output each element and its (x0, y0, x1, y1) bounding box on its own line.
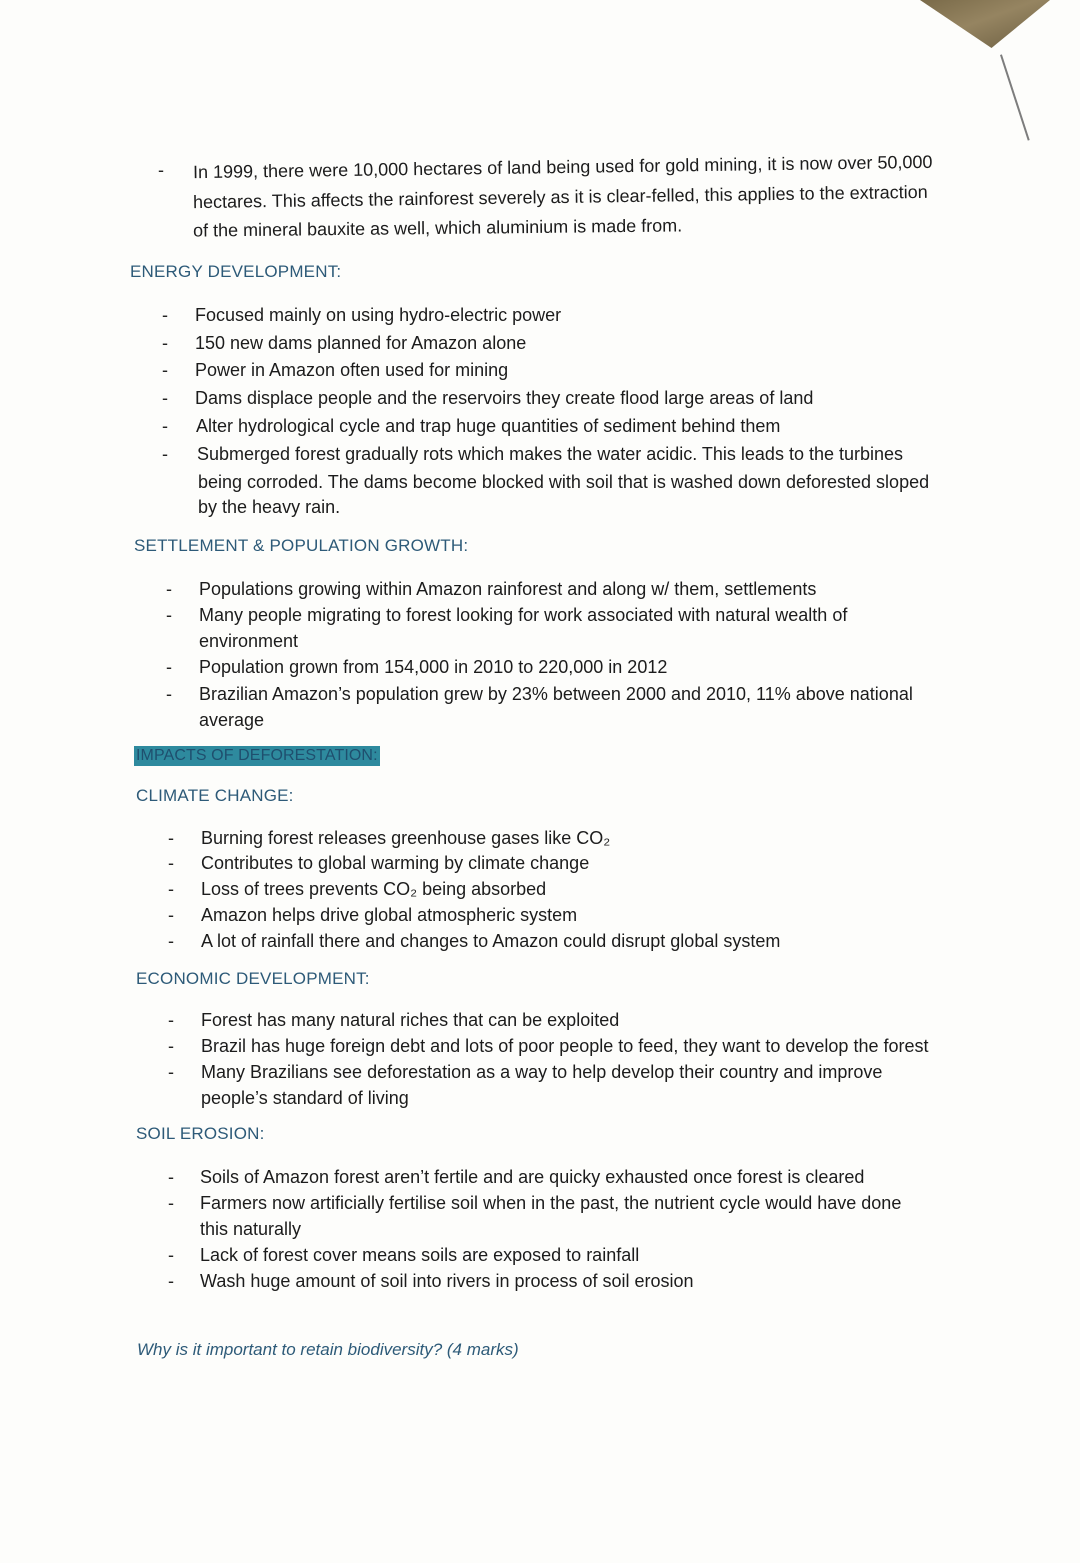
soil-item-4: Wash huge amount of soil into rivers in process of soil erosion (200, 1271, 694, 1291)
energy-item-1: Focused mainly on using hydro-electric power (195, 305, 562, 325)
economic-item-1: Forest has many natural riches that can be exploited (201, 1010, 620, 1030)
economic-heading: ECONOMIC DEVELOPMENT: (136, 969, 370, 988)
bullet-dash: - (166, 605, 172, 625)
bullet-dash: - (168, 879, 174, 899)
scan-edge-line (1000, 54, 1030, 140)
bullet-dash: - (162, 416, 168, 436)
soil-item-3: Lack of forest cover means soils are exposed to rainfall (200, 1245, 640, 1265)
exam-question: Why is it important to retain biodiversity? (4 marks) (137, 1340, 519, 1359)
bullet-dash: - (168, 853, 174, 873)
climate-item-2: Contributes to global warming by climate change (201, 853, 590, 873)
settlement-heading: SETTLEMENT & POPULATION GROWTH: (134, 536, 469, 555)
soil-heading: SOIL EROSION: (136, 1124, 265, 1143)
climate-heading: CLIMATE CHANGE: (136, 786, 294, 805)
energy-item-6-line-2: being corroded. The dams become blocked with soil that is washed down deforested sloped (198, 472, 930, 492)
intro-line-2: hectares. This affects the rainforest severely as it is clear-felled, this applies to the extraction (192, 181, 928, 213)
economic-item-3-line-1: Many Brazilians see deforestation as a way to help develop their country and improve (201, 1062, 883, 1082)
bullet-dash: - (168, 905, 174, 925)
energy-item-2: 150 new dams planned for Amazon alone (195, 333, 527, 353)
bullet-dash: - (168, 1245, 174, 1265)
bullet-dash: - (162, 360, 168, 380)
settlement-item-3: Population grown from 154,000 in 2010 to 220,000 in 2012 (199, 657, 668, 677)
energy-item-5: Alter hydrological cycle and trap huge quantities of sediment behind them (196, 416, 781, 436)
bullet-dash: - (168, 828, 174, 848)
climate-item-1: Burning forest releases greenhouse gases like CO₂ (201, 828, 611, 848)
economic-item-3-line-2: people’s standard of living (201, 1088, 409, 1108)
bullet-dash: - (162, 305, 168, 325)
settlement-item-1: Populations growing within Amazon rainforest and along w/ them, settlements (199, 579, 817, 599)
impacts-heading: IMPACTS OF DEFORESTATION: (136, 747, 378, 764)
energy-item-6-line-1: Submerged forest gradually rots which makes the water acidic. This leads to the turbines (197, 444, 904, 464)
intro-line-3: of the mineral bauxite as well, which aluminium is made from. (192, 215, 683, 241)
scan-corner-shadow (920, 0, 1050, 48)
bullet-dash: - (168, 1271, 174, 1291)
settlement-item-4-line-2: average (199, 710, 265, 730)
bullet-dash: - (168, 931, 174, 951)
bullet-dash: - (158, 160, 164, 180)
climate-item-3: Loss of trees prevents CO₂ being absorbed (201, 879, 547, 899)
bullet-dash: - (168, 1036, 174, 1056)
soil-item-2-line-2: this naturally (200, 1219, 302, 1239)
bullet-dash: - (166, 684, 172, 704)
bullet-dash: - (166, 657, 172, 677)
soil-item-1: Soils of Amazon forest aren’t fertile and are quicky exhausted once forest is cleared (200, 1167, 865, 1187)
energy-item-6-line-3: by the heavy rain. (198, 497, 341, 517)
bullet-dash: - (168, 1193, 174, 1213)
bullet-dash: - (168, 1010, 174, 1030)
bullet-dash: - (168, 1167, 174, 1187)
economic-item-2: Brazil has huge foreign debt and lots of poor people to feed, they want to develop the forest (201, 1036, 929, 1056)
energy-heading: ENERGY DEVELOPMENT: (130, 262, 342, 281)
settlement-item-2-line-1: Many people migrating to forest looking for work associated with natural wealth of (199, 605, 848, 625)
climate-item-4: Amazon helps drive global atmospheric system (201, 905, 578, 925)
settlement-item-2-line-2: environment (199, 631, 299, 651)
energy-item-3: Power in Amazon often used for mining (195, 360, 509, 380)
bullet-dash: - (162, 333, 168, 353)
bullet-dash: - (168, 1062, 174, 1082)
settlement-item-4-line-1: Brazilian Amazon’s population grew by 23% between 2000 and 2010, 11% above national (199, 684, 913, 704)
intro-line-1: In 1999, there were 10,000 hectares of land being used for gold mining, it is now over 50,000 (192, 151, 933, 183)
soil-item-2-line-1: Farmers now artificially fertilise soil when in the past, the nutrient cycle would have done (200, 1193, 902, 1213)
energy-item-4: Dams displace people and the reservoirs they create flood large areas of land (195, 388, 814, 408)
climate-item-5: A lot of rainfall there and changes to Amazon could disrupt global system (201, 931, 781, 951)
bullet-dash: - (166, 579, 172, 599)
bullet-dash: - (162, 444, 168, 464)
bullet-dash: - (162, 388, 168, 408)
